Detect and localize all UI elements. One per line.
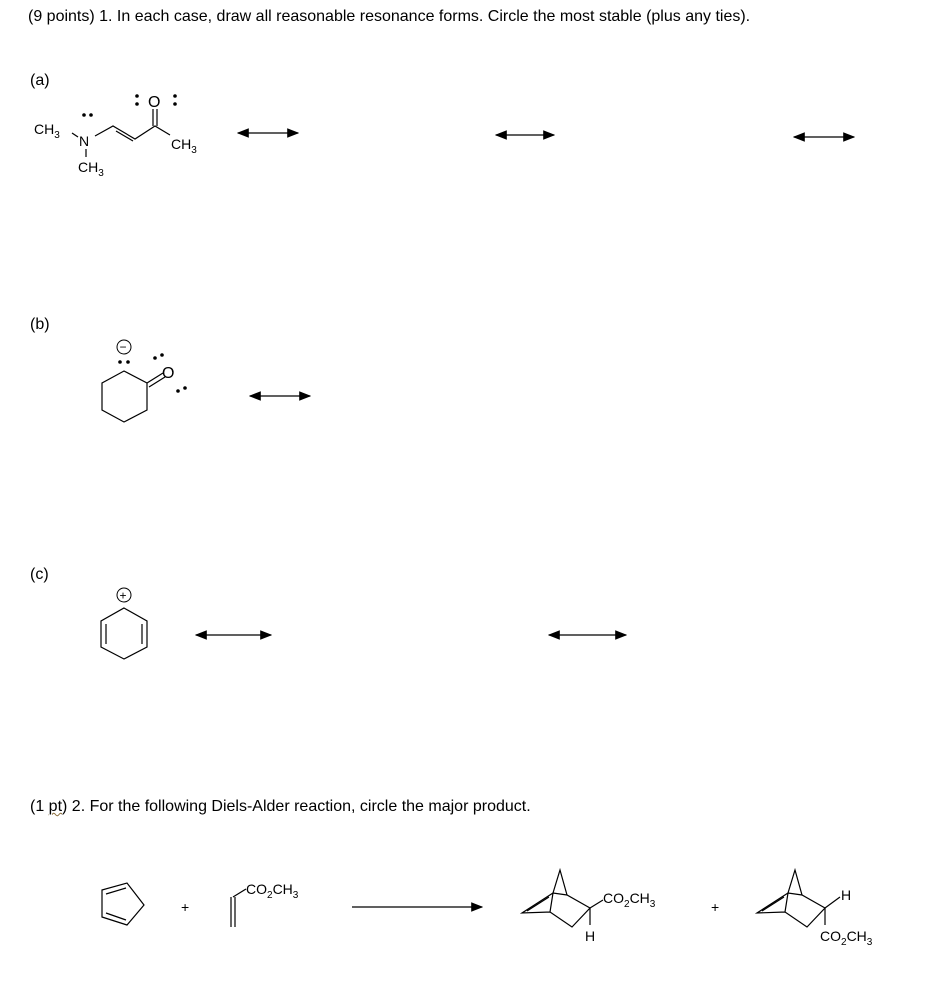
part-c-label: (c) — [30, 566, 49, 583]
product-1-substituent: $CO_2CH_3$ — [603, 890, 656, 910]
ch3-right: $CH_3$ — [171, 136, 197, 156]
cyclopentadiene — [102, 883, 144, 925]
product-2-endo — [757, 870, 873, 948]
ch3-left: $CH_3$ — [34, 121, 60, 141]
points-open: (1 — [30, 798, 49, 815]
points-close: ) — [62, 798, 68, 815]
methyl-acrylate — [231, 881, 299, 927]
oxygen-atom: O — [148, 94, 161, 111]
question-2-text: 2. For the following Diels-Alder reaction, circle the major product. — [67, 798, 531, 815]
molecule-a — [34, 94, 197, 179]
product-1-exo — [522, 870, 656, 944]
positive-charge: + — [119, 588, 127, 603]
part-b-label: (b) — [30, 316, 50, 333]
nitrogen-atom: N — [79, 133, 90, 149]
reagent-substituent: $CO_2CH_3$ — [246, 881, 299, 901]
ch3-bottom: $CH_3$ — [78, 159, 104, 179]
plus-sign: + — [711, 899, 720, 915]
product-1-hydrogen: H — [585, 928, 596, 944]
plus-sign: + — [181, 899, 190, 915]
points-word: pt — [48, 798, 63, 815]
oxygen-atom: O — [162, 365, 175, 382]
part-a-label: (a) — [30, 72, 50, 89]
molecule-b — [102, 340, 187, 422]
product-2-substituent: $CO_2CH_3$ — [820, 928, 873, 948]
negative-charge: − — [119, 340, 127, 354]
question-1-prompt: (9 points) 1. In each case, draw all reasonable resonance forms. Circle the most stable (plus any ties). — [28, 8, 751, 25]
molecule-c — [101, 588, 147, 659]
product-2-hydrogen: H — [841, 887, 852, 903]
